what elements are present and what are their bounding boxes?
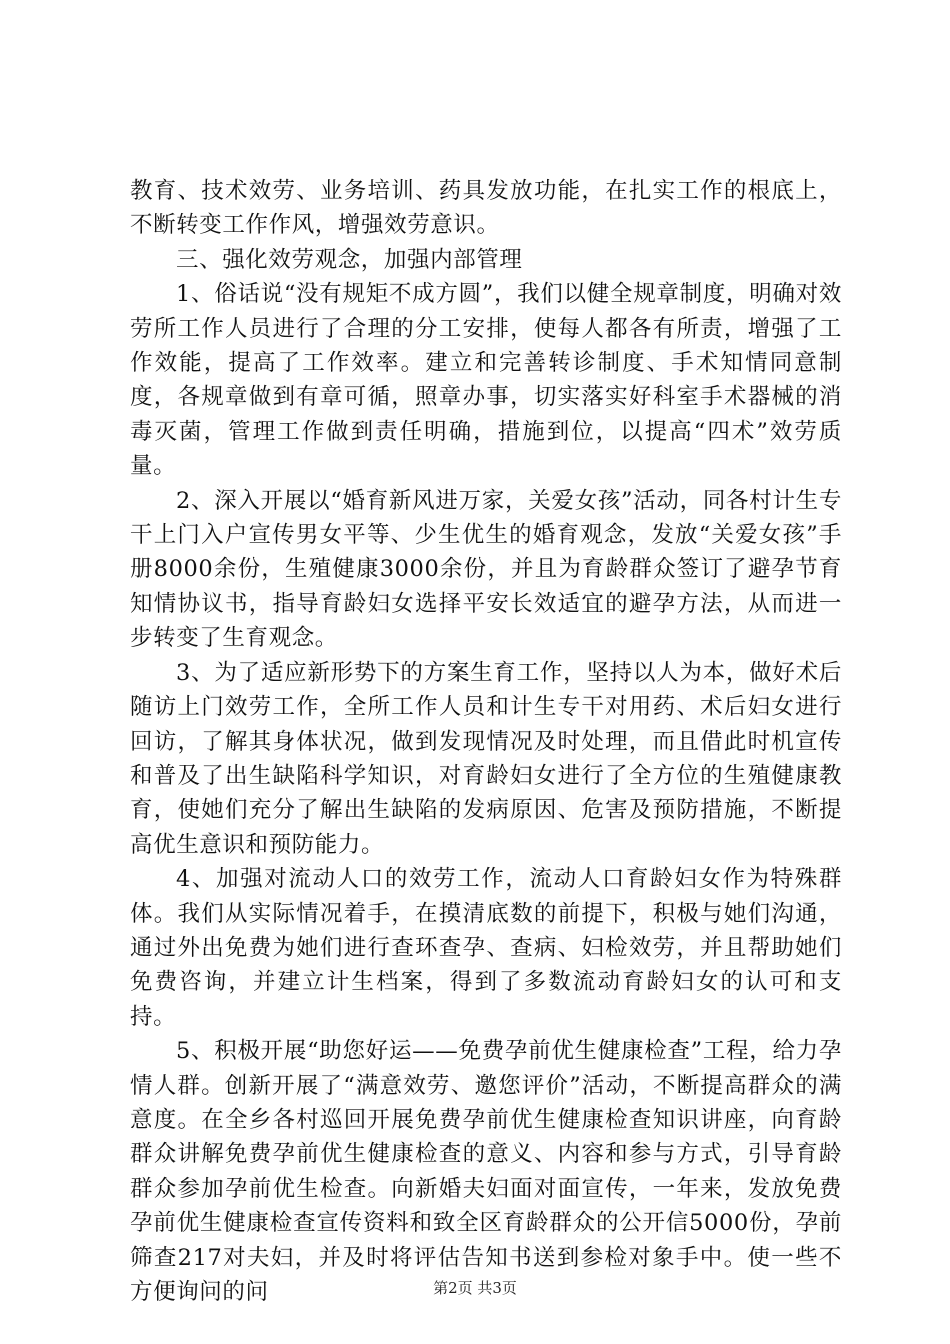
section-heading: 三、强化效劳观念，加强内部管理 [176,246,523,273]
document-body [130,174,842,1309]
paragraph-item-4: 4、加强对流动人口的效劳工作，流动人口育龄妇女作为特殊群体。我们从实际情况着手，在摸清底数的前提下，积极与她们沟通，通过外出免费为她们进行查环查孕、查病、妇检效劳，并且帮助她们免费咨询，并建立计生档案，得到了多数流动育龄妇女的认可和支持。 [130,866,842,1030]
paragraph-item-5: 5、积极开展“助您好运——免费孕前优生健康检查”工程，给力孕情人群。创新开展了“满意效劳、邀您评价”活动，不断提高群众的满意度。在全乡各村巡回开展免费孕前优生健康检查知识讲座，向育龄群众讲解免费孕前优生健康检查的意义、内容和参与方式，引导育龄群众参加孕前优生检查。向新婚夫妇面对面宣传，一年来，发放免费孕前优生健康检查宣传资料和致全区育龄群众的公开信5000份，孕前筛查217对夫妇，并及时将评估告知书送到参检对象手中。使一些不方便询问的问 [130,1038,842,1305]
paragraph-item-2: 2、深入开展以“婚育新风进万家，关爱女孩”活动，同各村计生专干上门入户宣传男女平等、少生优生的婚育观念，发放“关爱女孩”手册8000余份，生殖健康3000余份，并且为育龄群众签订了避孕节育知情协议书，指导育龄妇女选择平安长效适宜的避孕方法，从而进一步转变了生育观念。 [130,487,842,652]
paragraph-continuation: 教育、技术效劳、业务培训、药具发放功能，在扎实工作的根底上，不断转变工作作风，增强效劳意识。 [130,178,842,239]
paragraph-item-3: 3、为了适应新形势下的方案生育工作，坚持以人为本，做好术后随访上门效劳工作，全所工作人员和计生专干对用药、术后妇女进行回访，了解其身体状况，做到发现情况及时处理，而且借此时机宣传和普及了出生缺陷科学知识，对育龄妇女进行了全方位的生殖健康教育，使她们充分了解出生缺陷的发病原因、危害及预防措施，不断提高优生意识和预防能力。 [130,659,842,858]
page-footer [0,1278,950,1298]
page-number-label: 第2页 共3页 [433,1279,517,1297]
paragraph-item-1: 1、俗话说“没有规矩不成方圆”，我们以健全规章制度，明确对效劳所工作人员进行了合理的分工安排，使每人都各有所责，增强了工作效能，提高了工作效率。建立和完善转诊制度、手术知情同意制度，各规章做到有章可循，照章办事，切实落实好科室手术器械的消毒灭菌，管理工作做到责任明确，措施到位，以提高“四术”效劳质量。 [130,281,842,480]
